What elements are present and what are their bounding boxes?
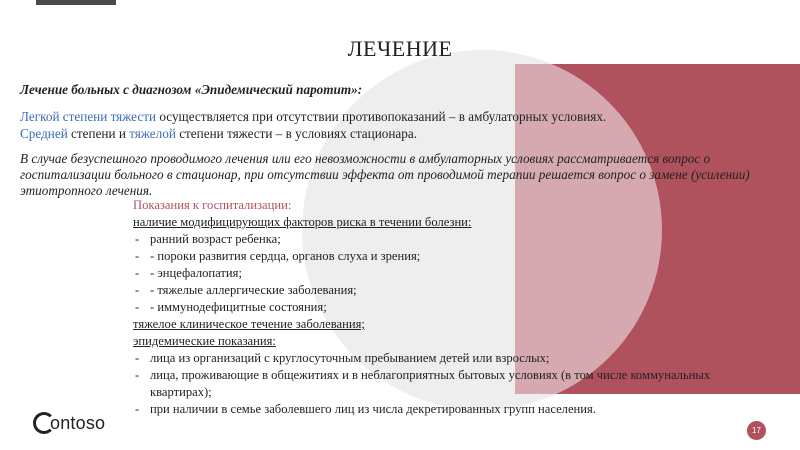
risk-factors-heading: наличие модифицирующих факторов риска в течении болезни: (133, 215, 472, 229)
severe-severity-text: степени тяжести – в условиях стационара. (175, 126, 417, 141)
light-severity: Легкой степени тяжести (20, 109, 157, 124)
severe-course-heading: тяжелое клиническое течение заболевания; (133, 317, 365, 331)
slide-subtitle: Лечение больных с диагнозом «Эпидемический паротит»: (20, 82, 363, 97)
hospitalization-block (133, 197, 733, 418)
list-item: - - тяжелые аллергические заболевания; (133, 282, 733, 299)
epidemic-heading: эпидемические показания: (133, 334, 276, 348)
severe-severity: тяжелой (129, 126, 176, 141)
epidemic-list (133, 350, 733, 418)
list-item: - - иммунодефицитные состояния; (133, 299, 733, 316)
light-severity-text: осуществляется при отсутствии противопоказаний – в амбулаторных условиях. (156, 109, 607, 124)
medium-severity: Средней (20, 126, 68, 141)
contoso-logo (33, 412, 105, 434)
list-item: - - энцефалопатия; (133, 265, 733, 282)
hospitalization-note: В случае безуспешного проводимого лечения или его невозможности в амбулаторных условиях рассматривается вопрос о госпитализации больного в стационар, при отсутствии эффекта от проводимой терапии решается вопрос о замене (усилении) этиотропного лечения. (20, 151, 750, 198)
list-item: - при наличии в семье заболевшего лиц из числа декретированных групп населения. (133, 401, 733, 418)
slide-title: ЛЕЧЕНИЕ (347, 36, 453, 61)
hospitalization-heading: Показания к госпитализации: (133, 198, 292, 212)
page-number-badge: 17 (747, 421, 766, 440)
top-accent-bar (36, 0, 116, 5)
list-item: - лица из организаций с круглосуточным пребыванием детей или взрослых; (133, 350, 733, 367)
severity-connector: степени и (67, 126, 130, 141)
logo-text: ontoso (50, 412, 106, 433)
list-item: - лица, проживающие в общежитиях и в неблагоприятных бытовых условиях (в том числе коммунальных квартирах); (133, 367, 733, 401)
risk-factors-list (133, 231, 733, 316)
list-item: - - пороки развития сердца, органов слуха и зрения; (133, 248, 733, 265)
list-item: - ранний возраст ребенка; (133, 231, 733, 248)
treatment-paragraph (20, 108, 780, 142)
